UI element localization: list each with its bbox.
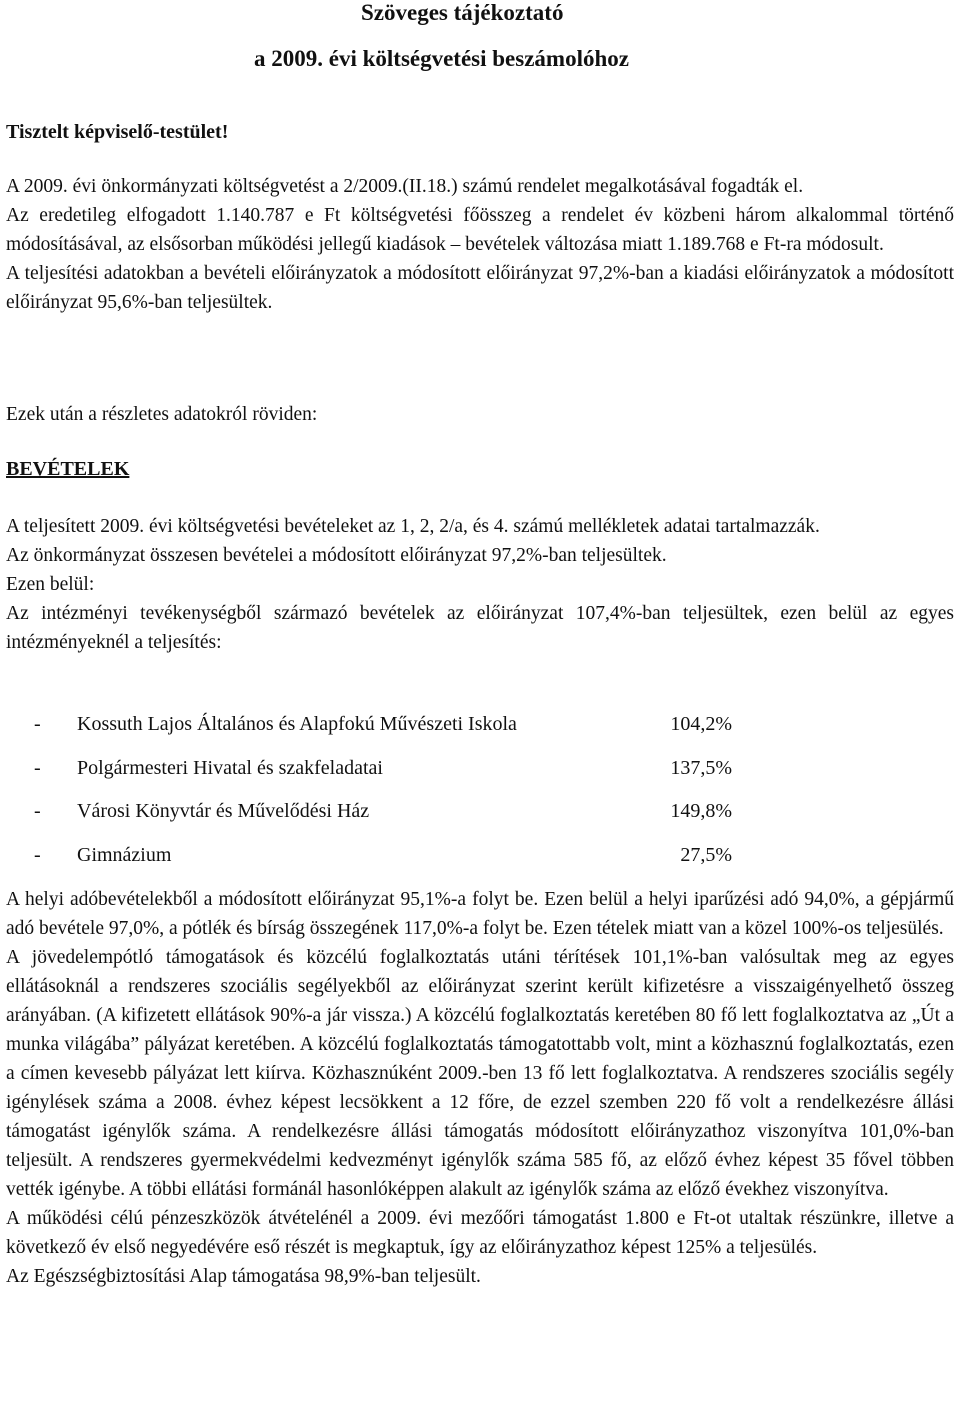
list-item — [6, 800, 746, 844]
list-item — [6, 713, 746, 757]
revenue-section — [6, 512, 954, 657]
revenue-paragraph-4: Az intézményi tevékenységből származó bevételek az előirányzat 107,4%-ban teljesültek, ezen belül az egyes intézményeknél a teljesítés: — [6, 603, 954, 653]
revenue-paragraph-1: A teljesített 2009. évi költségvetési bevételeket az 1, 2, 2/a, és 4. számú mellékletek adatai tartalmazzák. — [6, 516, 820, 537]
revenue-paragraph-2: Az önkormányzat összesen bevételei a módosított előirányzat 97,2%-ban teljesültek. — [6, 545, 667, 566]
intro-paragraph-3: A teljesítési adatokban a bevételi előirányzatok a módosított előirányzat 97,2%-ban a kiadási előirányzatok a módosított előirányzat 95,6%-ban teljesültek. — [6, 263, 954, 313]
revenue-paragraph-3: Ezen belül: — [6, 574, 95, 595]
list-dash: - — [34, 756, 41, 779]
closing-paragraph-2: A jövedelempótló támogatások és közcélú foglalkoztatás utáni térítések 101,1%-ban valósultak meg az egyes ellátásoknál a rendszeres szociális segélyekből az előirányzat szerint került kifizetésre a visszaigényelhető összeg arányában. (A kifizetett ellátások 90%-a jár vissza.) A közcélú foglalkoztatás keretében 80 fő lett foglalkoztatva az „Út a munka világába” pályázat keretében. A közcélú foglalkoztatás támogatottabb volt, mint a közhasznú foglalkoztatás, ezen a címen kevesebb pályázat lett kiírva. Közhasznúként 2009.-ben 13 fő lett foglalkoztatva. A rendszeres szociális segély igénylések száma a 2008. évhez képest lecsökkent a 12 főre, de ezzel szemben 220 fő volt a rendelkezésre állási támogatást igénylők száma. A rendelkezésre állási támogatás módosított előirányzathoz viszonyítva 101,0%-ban teljesült. A rendszeres gyermekvédelmi kedvezményt igénylők száma 585 fő, az előző évhez képest 35 fővel többen vették igénybe. A többi ellátási formánál hasonlóképpen alakult az igénylők száma az előző évekhez viszonyítva. — [6, 947, 954, 1200]
intro-paragraph-1: A 2009. évi önkormányzati költségvetést a 2/2009.(II.18.) számú rendelet megalkotásával fogadták el. — [6, 176, 804, 197]
summary-line — [6, 400, 954, 429]
document-subtitle: a 2009. évi költségvetési beszámolóhoz — [254, 46, 629, 71]
list-dash: - — [34, 713, 41, 735]
institution-percent: 137,5% — [670, 756, 732, 779]
intro-paragraph-2: Az eredetileg elfogadott 1.140.787 e Ft költségvetési főösszeg a rendelet év közbeni három alkalommal történő módosításával, az elsősorban működési jellegű kiadások – bevételek változása miatt 1.189.768 e Ft-ra módosult. — [6, 205, 954, 255]
list-item — [6, 844, 746, 888]
institution-name: Kossuth Lajos Általános és Alapfokú Művészeti Iskola — [77, 713, 517, 735]
institution-percent: 149,8% — [670, 800, 732, 822]
section-heading-revenues: BEVÉTELEK — [6, 458, 130, 480]
list-item — [6, 757, 746, 801]
institution-percent: 104,2% — [670, 713, 732, 735]
closing-paragraph-3: A működési célú pénzeszközök átvételénél a 2009. évi mezőőri támogatást 1.800 e Ft-ot utaltak részünkre, illetve a következő év első negyedévére eső részét is megkaptuk, így az előirányzathoz képest 125% a teljesülés. — [6, 1208, 954, 1258]
institution-list — [6, 713, 746, 887]
closing-section — [6, 885, 954, 1291]
salutation: Tisztelt képviselő-testület! — [6, 121, 229, 143]
institution-percent: 27,5% — [680, 843, 732, 866]
list-dash: - — [34, 800, 41, 822]
list-dash: - — [34, 843, 41, 866]
institution-name: Gimnázium — [77, 843, 172, 866]
institution-name: Városi Könyvtár és Művelődési Ház — [77, 800, 370, 822]
summary-text: Ezek után a részletes adatokról röviden: — [6, 404, 318, 425]
document-title: Szöveges tájékoztató — [361, 0, 564, 25]
institution-name: Polgármesteri Hivatal és szakfeladatai — [77, 756, 383, 779]
closing-paragraph-4: Az Egészségbiztosítási Alap támogatása 98,9%-ban teljesült. — [6, 1266, 481, 1287]
intro-section — [6, 172, 954, 317]
closing-paragraph-1: A helyi adóbevételekből a módosított előirányzat 95,1%-a folyt be. Ezen belül a helyi iparűzési adó 94,0%, a gépjármű adó bevétele 97,0%, a pótlék és bírság összegének 117,0%-a folyt be. Ezen tételek miatt van a közel 100%-os teljesülés. — [6, 889, 954, 939]
